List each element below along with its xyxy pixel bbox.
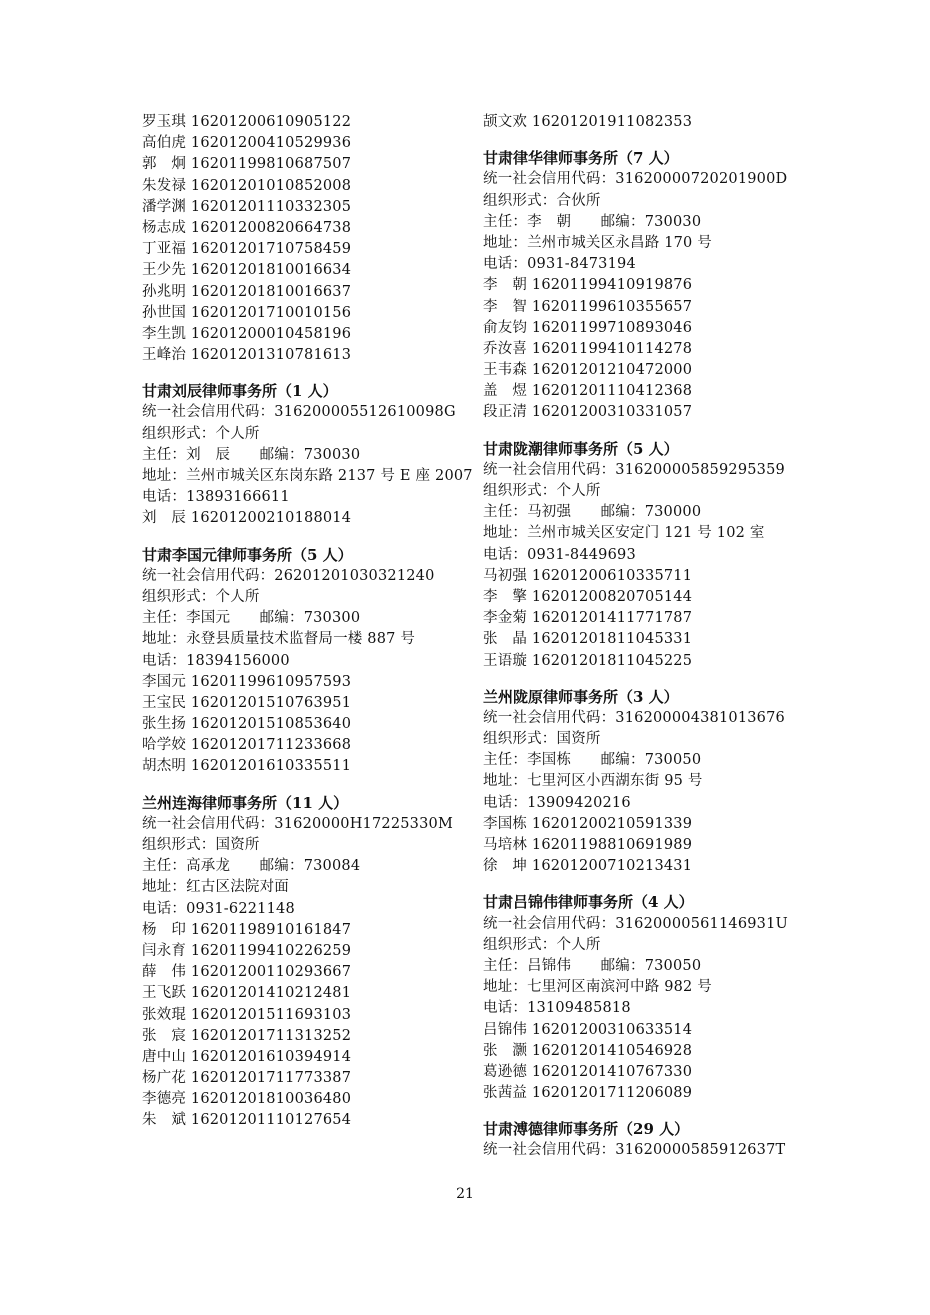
member-line: 王韦森 16201201210472000 xyxy=(483,362,693,379)
member-line: 张 灏 16201201410546928 xyxy=(483,1042,693,1059)
firm-title: 甘肃刘辰律师事务所（1 人） xyxy=(142,382,338,401)
firm-block xyxy=(483,892,803,1104)
member-line: 盖 煜 16201201110412368 xyxy=(483,383,693,400)
firm-title: 兰州陇原律师事务所（3 人） xyxy=(483,687,679,706)
member-line: 胡杰明 16201201610335511 xyxy=(142,758,352,775)
right-column xyxy=(483,112,803,1162)
member-line: 刘 辰 16201200210188014 xyxy=(142,510,352,527)
left-member-line: 杨志成 16201200820664738 xyxy=(142,219,352,236)
firm-info-line: 地址：红古区法院对面 xyxy=(142,879,289,896)
firm-info-line: 地址：七里河区南滨河中路 982 号 xyxy=(483,979,712,996)
firm-title: 甘肃溥德律师事务所（29 人） xyxy=(483,1120,690,1139)
member-line: 哈学姣 16201201711233668 xyxy=(142,737,352,754)
member-line: 王飞跃 16201201410212481 xyxy=(142,985,352,1002)
left-member-line: 朱发禄 16201201010852008 xyxy=(142,177,352,194)
firm-info-line: 电话：13909420216 xyxy=(483,794,631,811)
firm-info-line: 统一社会信用代码：316200005512610098G xyxy=(142,404,456,421)
firm-info-line: 电话：0931-8473194 xyxy=(483,256,636,273)
member-line: 朱 斌 16201201110127654 xyxy=(142,1112,352,1129)
member-line: 李 朝 16201199410919876 xyxy=(483,277,693,294)
firm-info-line: 组织形式：国资所 xyxy=(142,837,260,853)
firm-info-line: 统一社会信用代码：316200005859295359 xyxy=(483,461,785,478)
left-column xyxy=(142,112,473,1132)
member-line: 李德亮 16201201810036480 xyxy=(142,1091,352,1108)
firm-block xyxy=(142,793,462,1132)
member-line: 乔汝喜 16201199410114278 xyxy=(483,340,693,357)
firm-info-line: 组织形式：国资所 xyxy=(483,731,601,748)
firm-info-line: 地址：兰州市城关区永昌路 170 号 xyxy=(483,234,712,251)
firm-info-line: 主任：刘 辰 邮编：730030 xyxy=(142,446,361,463)
firm-info-line: 地址：兰州市城关区东岗东路 2137 号 E 座 2007 xyxy=(142,468,473,484)
firm-info-line: 主任：李国栋 邮编：730050 xyxy=(483,752,702,769)
firm-info-line: 组织形式：合伙所 xyxy=(483,192,601,209)
firm-info-line: 主任：李 朝 邮编：730030 xyxy=(483,213,702,230)
member-line: 段正清 16201200310331057 xyxy=(483,404,693,421)
firm-info-line: 组织形式：个人所 xyxy=(483,936,601,953)
member-line: 杨广花 16201201711773387 xyxy=(142,1070,352,1087)
firm-info-line: 地址：永登县质量技术监督局一楼 887 号 xyxy=(142,631,416,648)
member-line: 王宝民 16201201510763951 xyxy=(142,694,352,711)
firm-block xyxy=(483,687,803,878)
member-line: 马培林 16201198810691989 xyxy=(483,837,693,853)
firm-info-line: 电话：0931-8449693 xyxy=(483,546,636,563)
left-member-line: 丁亚福 16201201710758459 xyxy=(142,241,352,258)
firm-title: 甘肃律华律师事务所（7 人） xyxy=(483,149,679,168)
left-member-line: 郭 炯 16201199810687507 xyxy=(142,156,352,173)
member-line: 李金菊 16201201411771787 xyxy=(483,610,693,627)
firm-title: 甘肃李国元律师事务所（5 人） xyxy=(142,545,353,564)
firm-block xyxy=(483,148,803,423)
firm-info-line: 统一社会信用代码：31620000585912637T xyxy=(483,1142,786,1159)
member-line: 李 擎 16201200820705144 xyxy=(483,588,693,605)
left-member-line: 孙世国 16201201710010156 xyxy=(142,304,352,321)
left-member-line: 孙兆明 16201201810016637 xyxy=(142,283,352,300)
member-line: 吕锦伟 16201200310633514 xyxy=(483,1021,693,1038)
member-line: 马初强 16201200610335711 xyxy=(483,567,693,584)
firm-info-line: 统一社会信用代码：31620000H17225330M xyxy=(142,815,453,832)
member-line: 张生扬 16201201510853640 xyxy=(142,716,352,733)
firm-info-line: 组织形式：个人所 xyxy=(483,483,601,499)
firm-info-line: 统一社会信用代码：31620000720201900D xyxy=(483,171,788,188)
firm-block xyxy=(483,1119,803,1161)
firm-info-line: 统一社会信用代码：316200004381013676 xyxy=(483,709,785,726)
firm-title: 甘肃吕锦伟律师事务所（4 人） xyxy=(483,893,694,912)
firm-info-line: 主任：马初强 邮编：730000 xyxy=(483,504,702,521)
firm-block xyxy=(142,545,462,778)
firm-info-line: 主任：李国元 邮编：730300 xyxy=(142,610,361,627)
left-member-line: 高伯虎 16201200410529936 xyxy=(142,135,352,152)
firm-info-line: 主任：吕锦伟 邮编：730050 xyxy=(483,957,702,974)
member-line: 闫永育 16201199410226259 xyxy=(142,942,352,959)
member-line: 李 智 16201199610355657 xyxy=(483,298,693,315)
firm-info-line: 统一社会信用代码：26201201030321240 xyxy=(142,567,435,584)
firm-info-line: 主任：高承龙 邮编：730084 xyxy=(142,858,361,875)
firm-block xyxy=(142,381,473,529)
member-line: 张 宸 16201201711313252 xyxy=(142,1027,352,1044)
member-line: 唐中山 16201201610394914 xyxy=(142,1048,352,1065)
right-member-line: 颉文欢 16201201911082353 xyxy=(483,114,693,130)
page-number: 21 xyxy=(456,1186,474,1202)
member-line: 李国元 16201199610957593 xyxy=(142,673,352,690)
member-line: 李国栋 16201200210591339 xyxy=(483,815,693,832)
member-line: 张茜益 16201201711206089 xyxy=(483,1085,693,1102)
firm-info-line: 电话：13109485818 xyxy=(483,1000,631,1017)
member-line: 杨 印 16201198910161847 xyxy=(142,921,352,938)
member-line: 张 晶 16201201811045331 xyxy=(483,631,693,648)
firm-info-line: 电话：0931-6221148 xyxy=(142,900,295,917)
left-member-line: 李生凯 16201200010458196 xyxy=(142,325,352,342)
firm-title: 甘肃陇潮律师事务所（5 人） xyxy=(483,439,679,458)
firm-title: 兰州连海律师事务所（11 人） xyxy=(142,793,349,812)
firm-info-line: 地址：七里河区小西湖东街 95 号 xyxy=(483,773,703,790)
firm-info-line: 组织形式：个人所 xyxy=(142,425,260,442)
member-line: 薛 伟 16201200110293667 xyxy=(142,964,352,981)
member-line: 徐 坤 16201200710213431 xyxy=(483,858,693,875)
left-member-line: 潘学渊 16201201110332305 xyxy=(142,198,352,215)
member-line: 王语璇 16201201811045225 xyxy=(483,652,693,669)
firm-info-line: 电话：18394156000 xyxy=(142,652,290,669)
member-line: 葛逊德 16201201410767330 xyxy=(483,1063,693,1080)
left-member-line: 罗玉琪 16201200610905122 xyxy=(142,114,352,130)
left-member-line: 王少先 16201201810016634 xyxy=(142,262,352,279)
firm-block xyxy=(483,439,803,672)
left-member-line: 王峰治 16201201310781613 xyxy=(142,347,352,364)
firm-info-line: 组织形式：个人所 xyxy=(142,588,260,605)
member-line: 俞友钧 16201199710893046 xyxy=(483,319,693,336)
firm-info-line: 统一社会信用代码：31620000561146931U xyxy=(483,915,788,932)
member-line: 张效琨 16201201511693103 xyxy=(142,1006,352,1023)
firm-info-line: 电话：13893166611 xyxy=(142,489,290,506)
firm-info-line: 地址：兰州市城关区安定门 121 号 102 室 xyxy=(483,525,765,542)
